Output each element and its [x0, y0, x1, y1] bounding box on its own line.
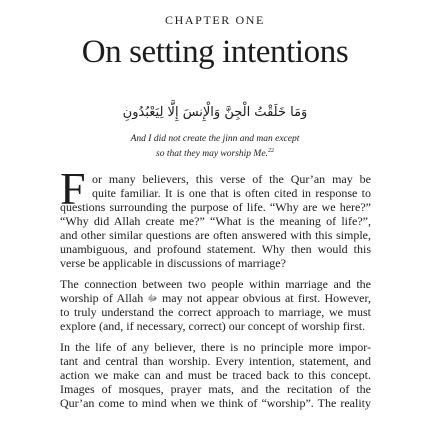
chapter-title: On setting intentions	[81, 34, 349, 70]
body-line: unambiguous, and profound statement. Why then would this	[60, 242, 371, 256]
body-line: tant and central than worship. Every intention, statement, and	[60, 354, 371, 368]
body-line: explore (and, if necessary, correct) our concept of worship first.	[60, 319, 366, 333]
body-line: In the life of any believer, there is no principle more impor-	[60, 340, 371, 354]
body-line: or many believers, this verse of the Qur’an may be	[92, 172, 371, 186]
body-line: Images of mosques, prayer mats, and the recitation of the	[60, 382, 371, 396]
quran-verse-arabic: وَمَا خَلَقْتُ الْجِنَّ وَالْإِنسَ إِلَّا لِيَعْبُدُونِ	[122, 105, 308, 120]
drop-cap: F	[60, 163, 86, 214]
body-line	[60, 291, 371, 305]
chapter-label: CHAPTER ONE	[165, 13, 265, 27]
body-line: quite familiar. It is one that is often cited in response to	[92, 186, 371, 200]
body-line: “Why did Allah create me?” “What is the meaning of life?”,	[60, 214, 371, 228]
body-line: to truly understand the correct approach to marriage, we must	[60, 305, 371, 319]
body-line: verse be applicable in discussions of marriage?	[60, 256, 286, 270]
body-line: action we make can and must be traced back to this concept.	[60, 368, 371, 382]
footnote-marker: 22	[267, 148, 274, 154]
body-text: may not appear obvious at first. However,	[161, 291, 372, 305]
translation-line: And I did not create the jinn and man except	[130, 134, 300, 144]
body-line: and other similar questions are often answered with this simple,	[60, 228, 371, 242]
verse-translation	[105, 133, 325, 160]
body-text: worship of Allah	[60, 291, 144, 305]
translation-line: so that they may worship Me.	[156, 149, 268, 160]
honorific-symbol: ﷻ	[147, 293, 158, 303]
body-line: The connection between two people within marriage and the	[60, 277, 371, 291]
body-line: questions surrounding the purpose of life. “Why are we here?”	[60, 200, 371, 214]
body-line: Qur’an come to mind when we think of “worship”. The reality	[60, 396, 371, 410]
